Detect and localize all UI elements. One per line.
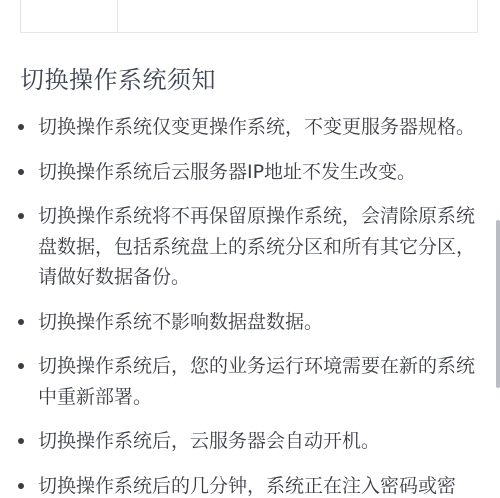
list-item-text: 切换操作系统仅变更操作系统，不变更服务器规格。 [38, 116, 476, 138]
list-item [0, 307, 478, 338]
list-item-text: 切换操作系统后云服务器IP地址不发生改变。 [38, 160, 417, 183]
scrollbar-thumb[interactable] [496, 220, 500, 388]
list-item [0, 157, 478, 188]
list-item [0, 351, 478, 412]
list-item [0, 112, 478, 143]
bullet-icon [18, 319, 24, 325]
list-item-text: 切换操作系统不影响数据盘数据。 [38, 310, 324, 333]
list-item-text: 切换操作系统后，云服务器会自动开机。 [38, 430, 381, 452]
notes-list [0, 112, 478, 498]
list-item [0, 471, 478, 498]
bullet-icon [18, 438, 24, 444]
section-title: 切换操作系统须知 [20, 66, 216, 94]
bullet-icon [18, 124, 24, 130]
list-item [0, 426, 478, 457]
list-item [0, 201, 478, 293]
bullet-icon [18, 363, 24, 369]
bullet-icon [18, 213, 24, 219]
list-item-text: 切换操作系统后，您的业务运行环境需要在新的系统中重新部署。 [38, 355, 476, 408]
table-bottom-edge [20, 0, 478, 33]
list-item-text: 切换操作系统将不再保留原操作系统，会清除原系统盘数据，包括系统盘上的系统分区和所有其它分区，请做好数据备份。 [38, 205, 476, 288]
table-cell-divider [117, 0, 118, 32]
list-item-text: 切换操作系统后的几分钟，系统正在注入密码或密 [38, 474, 457, 497]
bullet-icon [18, 483, 24, 489]
bullet-icon [18, 169, 24, 175]
